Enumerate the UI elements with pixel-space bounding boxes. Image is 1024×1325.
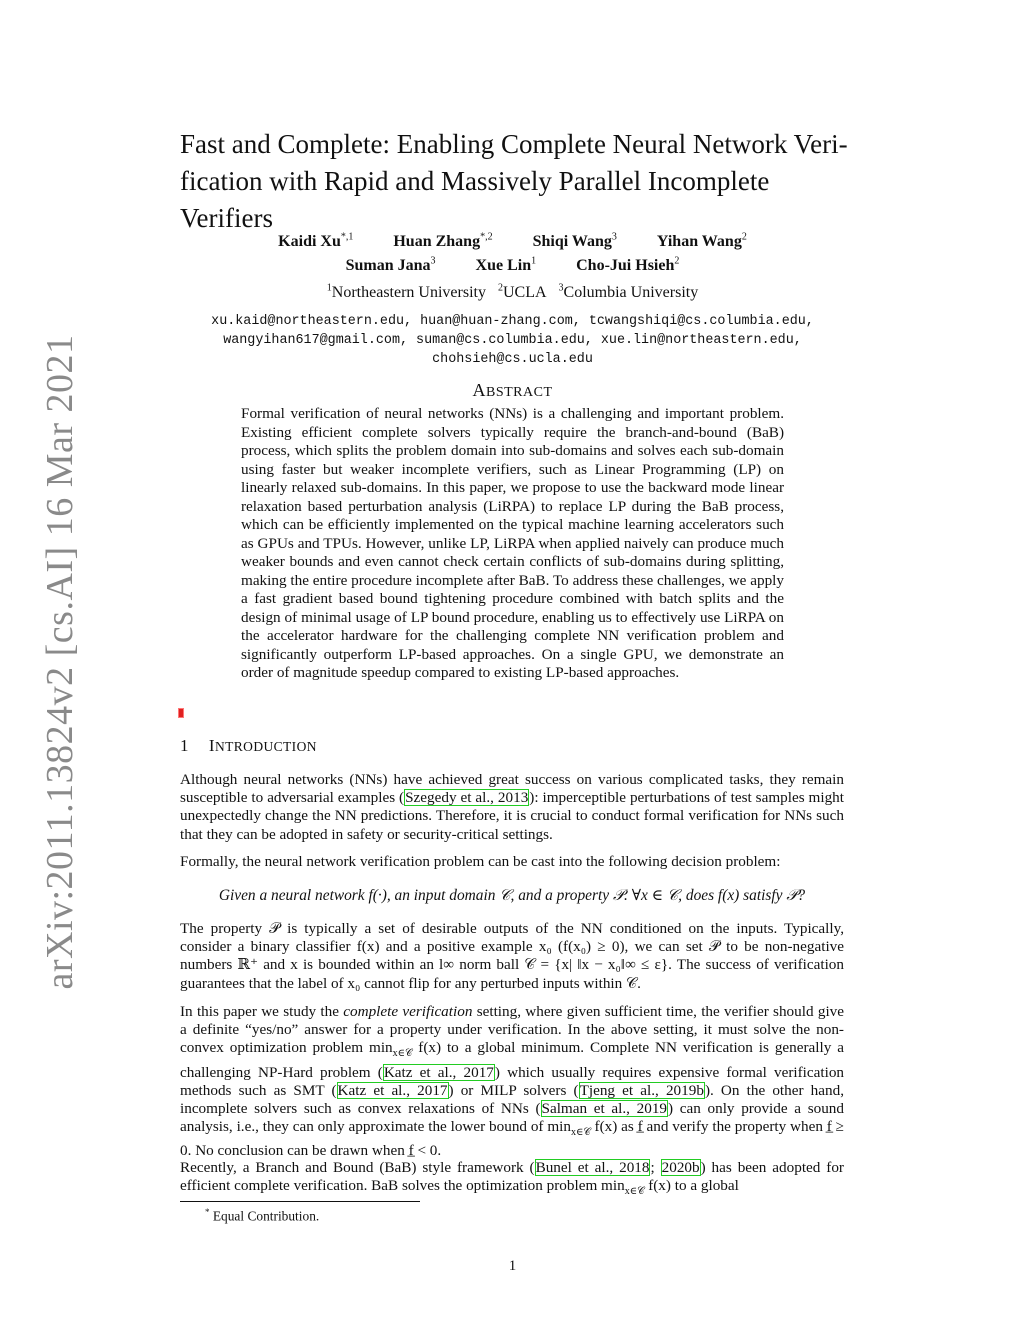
section-heading-introduction: 1 INTRODUCTION (180, 736, 317, 755)
author: Xue Lin$^1$ (475, 256, 537, 275)
citation-link[interactable]: 2020b (661, 1159, 700, 1176)
citation-link[interactable]: Katz et al., 2017 (383, 1063, 494, 1081)
author: Huan Zhang$^{*,2}$ (393, 232, 493, 251)
paper-title (180, 126, 860, 237)
intro-paragraph-3: The property 𝒫 is typically a set of desirable outputs of the NN conditioned on the inputs. Typically, consider a binary classifier f(x) and a positive example x₀ (f(x₀) ≥ 0), we can set 𝒫 to be non-negative numbers ℝ⁺ and x is bounded within an l∞ norm ball 𝒞 = {x| ‖x − x₀‖∞ ≤ ε}. The success of verification guarantees that the label of x₀ cannot flip for any perturbed inputs within 𝒞. (180, 920, 844, 992)
intro-paragraph-2: Formally, the neural network verification problem can be cast into the following decision problem: (180, 853, 781, 870)
author: Kaidi $Xu^{*,1}$ (278, 232, 354, 251)
intro-paragraph-5: Recently, a Branch and Bound (BaB) style framework (Bunel et al., 2018; 2020b) has been adopted for efficient complete verification. BaB solves the optimization problem $\min_{x\in 𝒞} f(x)$ to a global (180, 1159, 844, 1198)
affiliation: $^1$Northeastern University (326, 283, 486, 302)
email-line: chohsieh@cs.ucla.edu (432, 352, 593, 367)
author: Yihan Wang$^2$ (656, 232, 747, 251)
citation-link[interactable]: Tjeng et al., 2019b (579, 1081, 704, 1099)
citation-link[interactable]: Salman et al., 2019 (541, 1100, 668, 1118)
authors-row-2 (180, 256, 845, 275)
intro-paragraph-1: Although neural networks (NNs) have achieved great success on various complicated tasks, they remain susceptible to adversarial examples (Szegedy et al., 2013): imperceptible perturbations of test samples might unexpectedly change the NN predictions. Therefore, it is crucial to conduct formal verification for NNs such that they can be adopted in safety or security-critical settings. (180, 771, 844, 843)
author: Shiqi Wang$^3$ (532, 232, 617, 251)
email-line: wangyihan617@gmail.com, suman@cs.columbia.edu, xue.lin@northeastern.edu, (223, 333, 802, 348)
affiliation: $^2$UCLA (497, 283, 547, 302)
arxiv-identifier: arXiv:2011.13824v2 [cs.AI] 16 Mar 2021 (39, 334, 81, 990)
email-line: xu.kaid@northeastern.edu, huan@huan-zhang.com, tcwangshiqi@cs.columbia.edu, (211, 314, 814, 329)
title-line-1: Fast and Complete: Enabling Complete Neural Network Veri- (180, 129, 848, 159)
citation-link[interactable]: Katz et al., 2017 (337, 1081, 448, 1099)
annotation-marker (178, 708, 184, 718)
intro-paragraph-4: In this paper we study the complete verification setting, where given sufficient time, the verifier should give a definite “yes/no” answer for a property under verification. In the above setting, it must solve the non-convex optimization problem $\min_{x\in 𝒞} f(x)$ to a global minimum. Complete NN verification is generally a challenging NP-Hard problem (Katz et al., 2017) which usually requires expensive formal verification methods such as SMT (Katz et al., 2017) or MILP solvers (Tjeng et al., 2019b). On the other hand, incomplete solvers such as convex relaxations of NNs (Salman et al., 2019) can only provide a sound analysis, i.e., they can only approximate the lower bound of $\min_{x\in 𝒞} f(x)$ as f̲ and verify the property when f̲ ≥ 0. No conclusion can be drawn when f̲ < 0. (180, 1003, 845, 1160)
title-line-2: fication with Rapid and Massively Parallel Incomplete Verifiers (180, 166, 770, 233)
citation-link[interactable]: Szegedy et al., 2013 (405, 789, 529, 807)
citation-link[interactable]: Bunel et al., 2018 (535, 1159, 650, 1176)
abstract-heading: ABSTRACT (472, 380, 553, 400)
decision-problem: Given a neural network f(·), an input domain 𝒞, and a property 𝒫. ∀x ∈ 𝒞, does f(x) satisfy 𝒫? (218, 887, 806, 904)
affiliations (180, 283, 845, 302)
footnote: * Equal Contribution. (205, 1207, 320, 1224)
footnote-rule (180, 1201, 420, 1202)
affiliation: $^3$Columbia University (558, 283, 699, 302)
author-emails (180, 312, 845, 369)
author: Suman Jana$^3$ (345, 256, 436, 275)
page-number: 1 (508, 1258, 517, 1274)
author: Cho-Jui Hsieh$^2$ (576, 256, 680, 275)
abstract-text: Formal verification of neural networks (NNs) is a challenging and important problem. Existing efficient complete solvers typically require the branch-and-bound (BaB) process, which splits the problem domain into sub-domains and solves each sub-domain using faster but weaker incomplete verifiers, such as Linear Programming (LP) on linearly relaxed sub-domains. In this paper, we propose to use the backward mode linear relaxation based perturbation analysis (LiRPA) to replace LP during the BaB process, which can be efficiently implemented on the typical machine learning accelerators such as GPUs and TPUs. However, unlike LP, LiRPA when applied naively can produce much weaker bounds and even cannot check certain conflicts of sub-domains during splitting, making the entire procedure incomplete after BaB. To address these challenges, we apply a fast gradient based bound tightening procedure combined with batch splits and the design of minimal usage of LP bound procedure, enabling us to effectively use LiRPA on the accelerator hardware for the challenging complete NN verification problem and significantly outperform LP-based approaches. On a single GPU, we demonstrate an order of magnitude speedup compared to existing LP-based approaches. (241, 405, 784, 681)
authors-row-1 (180, 232, 845, 251)
